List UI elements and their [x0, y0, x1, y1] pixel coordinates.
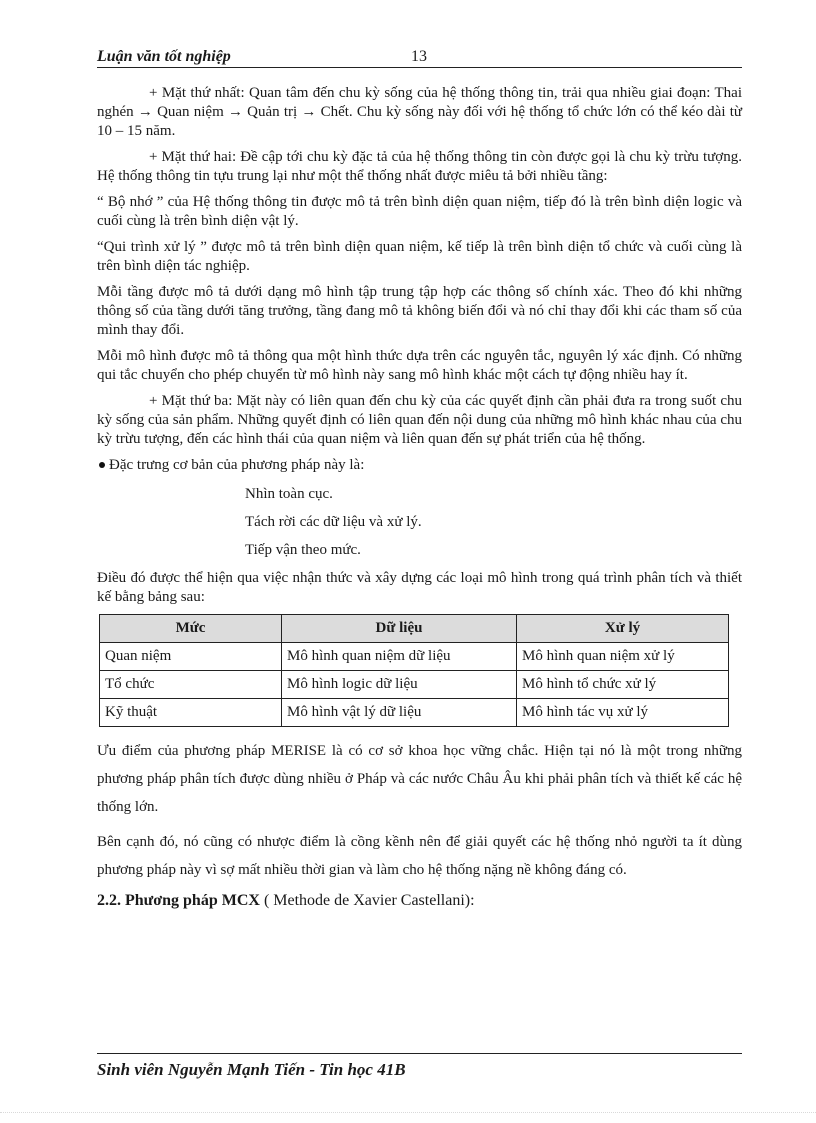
list-item: Tách rời các dữ liệu và xử lý.	[245, 514, 422, 530]
page-footer: Sinh viên Nguyễn Mạnh Tiến - Tin học 41B	[97, 1060, 406, 1079]
table-cell: Mô hình logic dữ liệu	[282, 671, 517, 699]
list-item: Nhìn toàn cục.	[245, 486, 333, 502]
paragraph-processing: “Qui trình xử lý ” được mô tả trên bình diện quan niệm, kế tiếp là trên bình diện tổ chức và cuối cùng là trên bình diện tác nghiệp.	[97, 239, 742, 274]
feature-list	[245, 485, 742, 560]
bullet-icon	[99, 462, 105, 468]
paragraph-aspect-two: + Mặt thứ hai: Đề cập tới chu kỳ đặc tả của hệ thống thông tin còn được gọi là chu kỳ trừu tượng. Hệ thống thông tin tựu trung lại như một thể thống nhất được miêu tả bởi nhiều tầng:	[97, 149, 742, 184]
table-row	[100, 643, 729, 671]
section-subtitle: ( Methode de Xavier Castellani):	[259, 892, 475, 909]
paragraph-layers: Mỗi tầng được mô tả dưới dạng mô hình tập trung tập hợp các thông số chính xác. Theo đó khi những thông số của tầng dưới tăng trưởng, tầng đang mô tả không biến đổi và nó chỉ thay đổi khi các tham số của mình thay đổi.	[97, 284, 742, 338]
paragraph-disadvantages: Bên cạnh đó, nó cũng có nhược điểm là cồng kềnh nên để giải quyết các hệ thống nhỏ người ta ít dùng phương pháp này vì sợ mất nhiều thời gian và làm cho hệ thống nặng nề không đáng có.	[97, 834, 742, 878]
paragraph-models: Mỗi mô hình được mô tả thông qua một hình thức dựa trên các nguyên tắc, nguyên lý xác định. Có những qui tắc chuyển cho phép chuyển từ mô hình này sang mô hình khác một cách tự động nhiều hay ít.	[97, 348, 742, 383]
paragraph-memory: “ Bộ nhớ ” của Hệ thống thông tin được mô tả trên bình diện quan niệm, tiếp đó là trên bình diện logic và cuối cùng là trên bình diện vật lý.	[97, 194, 742, 229]
column-header: Xử lý	[517, 615, 729, 643]
column-header: Mức	[100, 615, 282, 643]
header-title: Luận văn tốt nghiệp	[97, 48, 231, 65]
document-body	[97, 84, 742, 917]
list-item: Tiếp vận theo mức.	[245, 542, 361, 558]
model-table	[99, 614, 729, 727]
table-row	[100, 699, 729, 727]
table-cell: Mô hình tổ chức xử lý	[517, 671, 729, 699]
section-heading	[97, 891, 742, 910]
page-header	[97, 48, 742, 68]
table-row	[100, 671, 729, 699]
table-cell: Tổ chức	[100, 671, 282, 699]
section-title: 2.2. Phương pháp MCX	[97, 892, 260, 909]
table-cell: Mô hình quan niệm xử lý	[517, 643, 729, 671]
table-cell: Mô hình quan niệm dữ liệu	[282, 643, 517, 671]
paragraph-aspect-one: + Mặt thứ nhất: Quan tâm đến chu kỳ sống của hệ thống thông tin, trải qua nhiều giai đoạn: Thai nghén → Quan niệm → Quản trị → Chết. Chu kỳ sống này đối với hệ thống tổ chức lớn có thể kéo dài từ 10 – 15 năm.	[97, 85, 742, 139]
table-header-row	[100, 615, 729, 643]
paragraph-advantages: Ưu điểm của phương pháp MERISE là có cơ sở khoa học vững chắc. Hiện tại nó là một trong những phương pháp phân tích được dùng nhiều ở Pháp và các nước Châu Âu khi phải phân tích và thiết kế các hệ thống lớn.	[97, 743, 742, 815]
header-divider	[97, 67, 742, 68]
table-cell: Mô hình tác vụ xử lý	[517, 699, 729, 727]
table-cell: Quan niệm	[100, 643, 282, 671]
column-header: Dữ liệu	[282, 615, 517, 643]
table-cell: Mô hình vật lý dữ liệu	[282, 699, 517, 727]
footer-divider	[97, 1053, 742, 1054]
table-intro: Điều đó được thể hiện qua việc nhận thức và xây dựng các loại mô hình trong quá trình phân tích và thiết kế bằng bảng sau:	[97, 570, 742, 605]
page-edge	[0, 1112, 816, 1113]
bullet-text: Đặc trưng cơ bản của phương pháp này là:	[109, 457, 365, 473]
page-number: 13	[411, 48, 427, 65]
paragraph-aspect-three: + Mặt thứ ba: Mặt này có liên quan đến chu kỳ của các quyết định cần phải đưa ra trong suốt chu kỳ sống của sản phẩm. Những quyết định có liên quan đến nội dung của những mô hình khác nhau của chu kỳ trừu tượng, đến các hình thái của quan niệm và liên quan đến sự phát triển của hệ thống.	[97, 393, 742, 447]
bullet-point	[97, 456, 742, 475]
table-cell: Kỹ thuật	[100, 699, 282, 727]
